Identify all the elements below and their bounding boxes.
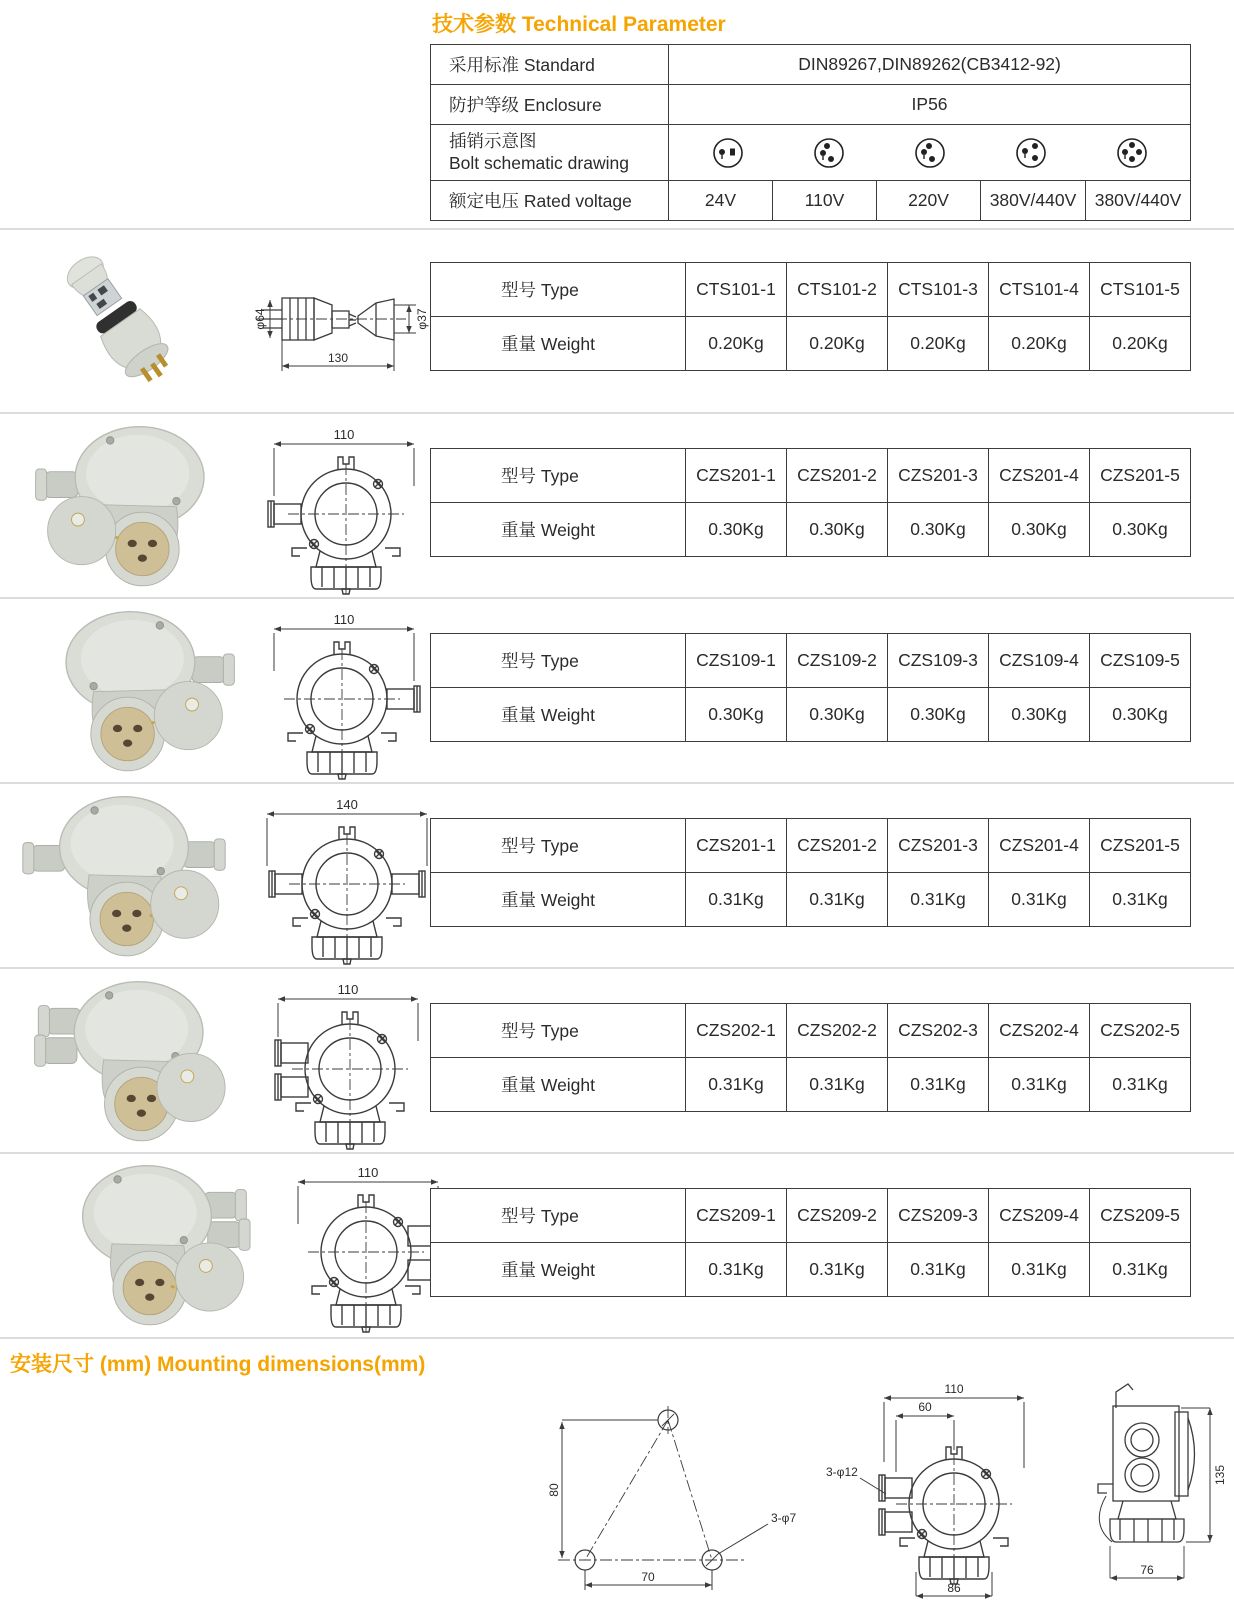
- enclosure-label: 防护等级 Enclosure: [431, 85, 669, 125]
- weight-label: 重量 Weight: [431, 688, 686, 742]
- type-label: 型号 Type: [431, 263, 686, 317]
- weight-label: 重量 Weight: [431, 873, 686, 927]
- pin-diagram-3pin-icon: [1014, 136, 1048, 170]
- product-photo-czs209: [40, 1158, 270, 1330]
- tech-parameter-heading: 技术参数 Technical Parameter: [432, 13, 726, 36]
- model-cell: CZS202-5: [1090, 1004, 1191, 1058]
- separator: [0, 597, 1234, 599]
- model-cell: CZS201-2: [787, 449, 888, 503]
- dimension-drawing-czs109: [258, 609, 438, 781]
- model-cell: CZS201-4: [989, 819, 1090, 873]
- product-photo-czs201-double: [15, 790, 245, 960]
- separator: [0, 967, 1234, 969]
- product-table-czs201-double: [430, 818, 1191, 927]
- model-cell: CZS209-4: [989, 1189, 1090, 1243]
- model-cell: CTS101-5: [1090, 263, 1191, 317]
- mounting-front-view-drawing: [822, 1378, 1074, 1606]
- product-photo-cts101-plug: [12, 245, 232, 405]
- product-photo-czs201: [25, 420, 245, 590]
- weight-cell: 0.31Kg: [888, 1058, 989, 1112]
- model-cell: CZS209-3: [888, 1189, 989, 1243]
- voltage-label: 额定电压 Rated voltage: [431, 181, 669, 221]
- product-photo-czs202: [20, 975, 240, 1145]
- weight-cell: 0.30Kg: [989, 503, 1090, 557]
- mounting-hole-pattern-drawing: [540, 1382, 840, 1604]
- dim-label: 110: [357, 1165, 379, 1180]
- voltage-value: 380V/440V: [981, 181, 1086, 221]
- weight-cell: 0.31Kg: [989, 1243, 1090, 1297]
- parameter-table: [430, 44, 1191, 221]
- type-label: 型号 Type: [431, 1189, 686, 1243]
- weight-cell: 0.31Kg: [888, 873, 989, 927]
- weight-cell: 0.30Kg: [787, 503, 888, 557]
- model-cell: CZS201-2: [787, 819, 888, 873]
- weight-cell: 0.31Kg: [686, 1058, 787, 1112]
- weight-cell: 0.31Kg: [787, 873, 888, 927]
- mounting-dimensions-heading: 安装尺寸 (mm) Mounting dimensions(mm): [10, 1353, 426, 1376]
- product-table-czs109: [430, 633, 1191, 742]
- voltage-value: 220V: [877, 181, 981, 221]
- bolt-label-en: Bolt schematic drawing: [449, 152, 629, 173]
- weight-label: 重量 Weight: [431, 1243, 686, 1297]
- model-cell: CTS101-4: [989, 263, 1090, 317]
- model-cell: CZS109-2: [787, 634, 888, 688]
- weight-cell: 0.31Kg: [1090, 873, 1191, 927]
- weight-cell: 0.31Kg: [1090, 1243, 1191, 1297]
- dim-label: 76: [1140, 1563, 1154, 1577]
- dim-label: 110: [944, 1382, 964, 1396]
- model-cell: CZS202-2: [787, 1004, 888, 1058]
- standard-value: DIN89267,DIN89262(CB3412-92): [669, 45, 1191, 85]
- type-label: 型号 Type: [431, 634, 686, 688]
- weight-label: 重量 Weight: [431, 317, 686, 371]
- weight-cell: 0.20Kg: [989, 317, 1090, 371]
- voltage-value: 110V: [773, 181, 877, 221]
- weight-cell: 0.30Kg: [989, 688, 1090, 742]
- model-cell: CZS201-1: [686, 819, 787, 873]
- model-cell: CZS109-1: [686, 634, 787, 688]
- weight-cell: 0.31Kg: [888, 1243, 989, 1297]
- weight-cell: 0.30Kg: [1090, 688, 1191, 742]
- model-cell: CZS202-4: [989, 1004, 1090, 1058]
- pin-diagram-2pin-icon: [711, 136, 745, 170]
- dim-label: 3-φ7: [771, 1511, 797, 1525]
- mounting-side-view-drawing: [1058, 1378, 1234, 1606]
- product-table-cts101: [430, 262, 1191, 371]
- dimension-drawing-czs202: [254, 979, 434, 1151]
- separator: [0, 228, 1234, 230]
- standard-label: 采用标准 Standard: [431, 45, 669, 85]
- weight-label: 重量 Weight: [431, 503, 686, 557]
- model-cell: CZS201-1: [686, 449, 787, 503]
- model-cell: CTS101-1: [686, 263, 787, 317]
- voltage-value: 380V/440V: [1086, 181, 1191, 221]
- product-table-czs201: [430, 448, 1191, 557]
- dim-label: 3-φ12: [826, 1465, 858, 1479]
- dimension-drawing-czs201-double: [252, 794, 442, 966]
- model-cell: CZS109-5: [1090, 634, 1191, 688]
- weight-cell: 0.31Kg: [686, 1243, 787, 1297]
- model-cell: CZS201-4: [989, 449, 1090, 503]
- dim-label: 135: [1213, 1464, 1227, 1486]
- weight-cell: 0.20Kg: [787, 317, 888, 371]
- model-cell: CZS109-3: [888, 634, 989, 688]
- model-cell: CZS201-3: [888, 449, 989, 503]
- separator: [0, 1152, 1234, 1154]
- model-cell: CZS201-5: [1090, 819, 1191, 873]
- weight-label: 重量 Weight: [431, 1058, 686, 1112]
- weight-cell: 0.20Kg: [888, 317, 989, 371]
- weight-cell: 0.30Kg: [686, 688, 787, 742]
- model-cell: CZS209-5: [1090, 1189, 1191, 1243]
- dimension-drawing-czs201: [250, 424, 430, 596]
- dim-label: 60: [918, 1400, 932, 1414]
- dim-label: φ64: [253, 308, 267, 330]
- dim-label: 140: [336, 797, 358, 812]
- weight-cell: 0.31Kg: [787, 1058, 888, 1112]
- weight-cell: 0.31Kg: [787, 1243, 888, 1297]
- enclosure-value: IP56: [669, 85, 1191, 125]
- bolt-schematic-label: [431, 125, 669, 181]
- model-cell: CZS109-4: [989, 634, 1090, 688]
- bolt-schematic-cell: [669, 125, 1191, 181]
- separator: [0, 1337, 1234, 1339]
- voltage-value: 24V: [669, 181, 773, 221]
- weight-cell: 0.30Kg: [888, 688, 989, 742]
- type-label: 型号 Type: [431, 1004, 686, 1058]
- bolt-label-cn: 插销示意图: [449, 130, 537, 151]
- weight-cell: 0.30Kg: [888, 503, 989, 557]
- model-cell: CTS101-3: [888, 263, 989, 317]
- model-cell: CZS209-2: [787, 1189, 888, 1243]
- dim-label: 86: [947, 1581, 961, 1595]
- model-cell: CTS101-2: [787, 263, 888, 317]
- dim-label: 110: [333, 427, 355, 442]
- separator: [0, 782, 1234, 784]
- dim-label: 70: [641, 1570, 655, 1584]
- weight-cell: 0.30Kg: [686, 503, 787, 557]
- pin-diagram-3pin-icon: [812, 136, 846, 170]
- weight-cell: 0.20Kg: [686, 317, 787, 371]
- product-photo-czs109: [25, 605, 245, 775]
- weight-cell: 0.31Kg: [686, 873, 787, 927]
- model-cell: CZS201-3: [888, 819, 989, 873]
- model-cell: CZS201-5: [1090, 449, 1191, 503]
- model-cell: CZS202-1: [686, 1004, 787, 1058]
- weight-cell: 0.30Kg: [1090, 503, 1191, 557]
- type-label: 型号 Type: [431, 819, 686, 873]
- pin-diagram-3pin-icon: [913, 136, 947, 170]
- product-table-czs209: [430, 1188, 1191, 1297]
- weight-cell: 0.31Kg: [1090, 1058, 1191, 1112]
- dim-label: 130: [327, 351, 349, 365]
- weight-cell: 0.31Kg: [989, 873, 1090, 927]
- dim-label: φ37: [415, 308, 429, 330]
- pin-diagram-4pin-icon: [1115, 136, 1149, 170]
- weight-cell: 0.30Kg: [787, 688, 888, 742]
- dim-label: 110: [333, 612, 355, 627]
- weight-cell: 0.20Kg: [1090, 317, 1191, 371]
- dimension-drawing-cts101: [246, 276, 436, 388]
- type-label: 型号 Type: [431, 449, 686, 503]
- product-table-czs202: [430, 1003, 1191, 1112]
- dim-label: 80: [547, 1483, 561, 1497]
- model-cell: CZS202-3: [888, 1004, 989, 1058]
- weight-cell: 0.31Kg: [989, 1058, 1090, 1112]
- dim-label: 110: [337, 982, 359, 997]
- separator: [0, 412, 1234, 414]
- model-cell: CZS209-1: [686, 1189, 787, 1243]
